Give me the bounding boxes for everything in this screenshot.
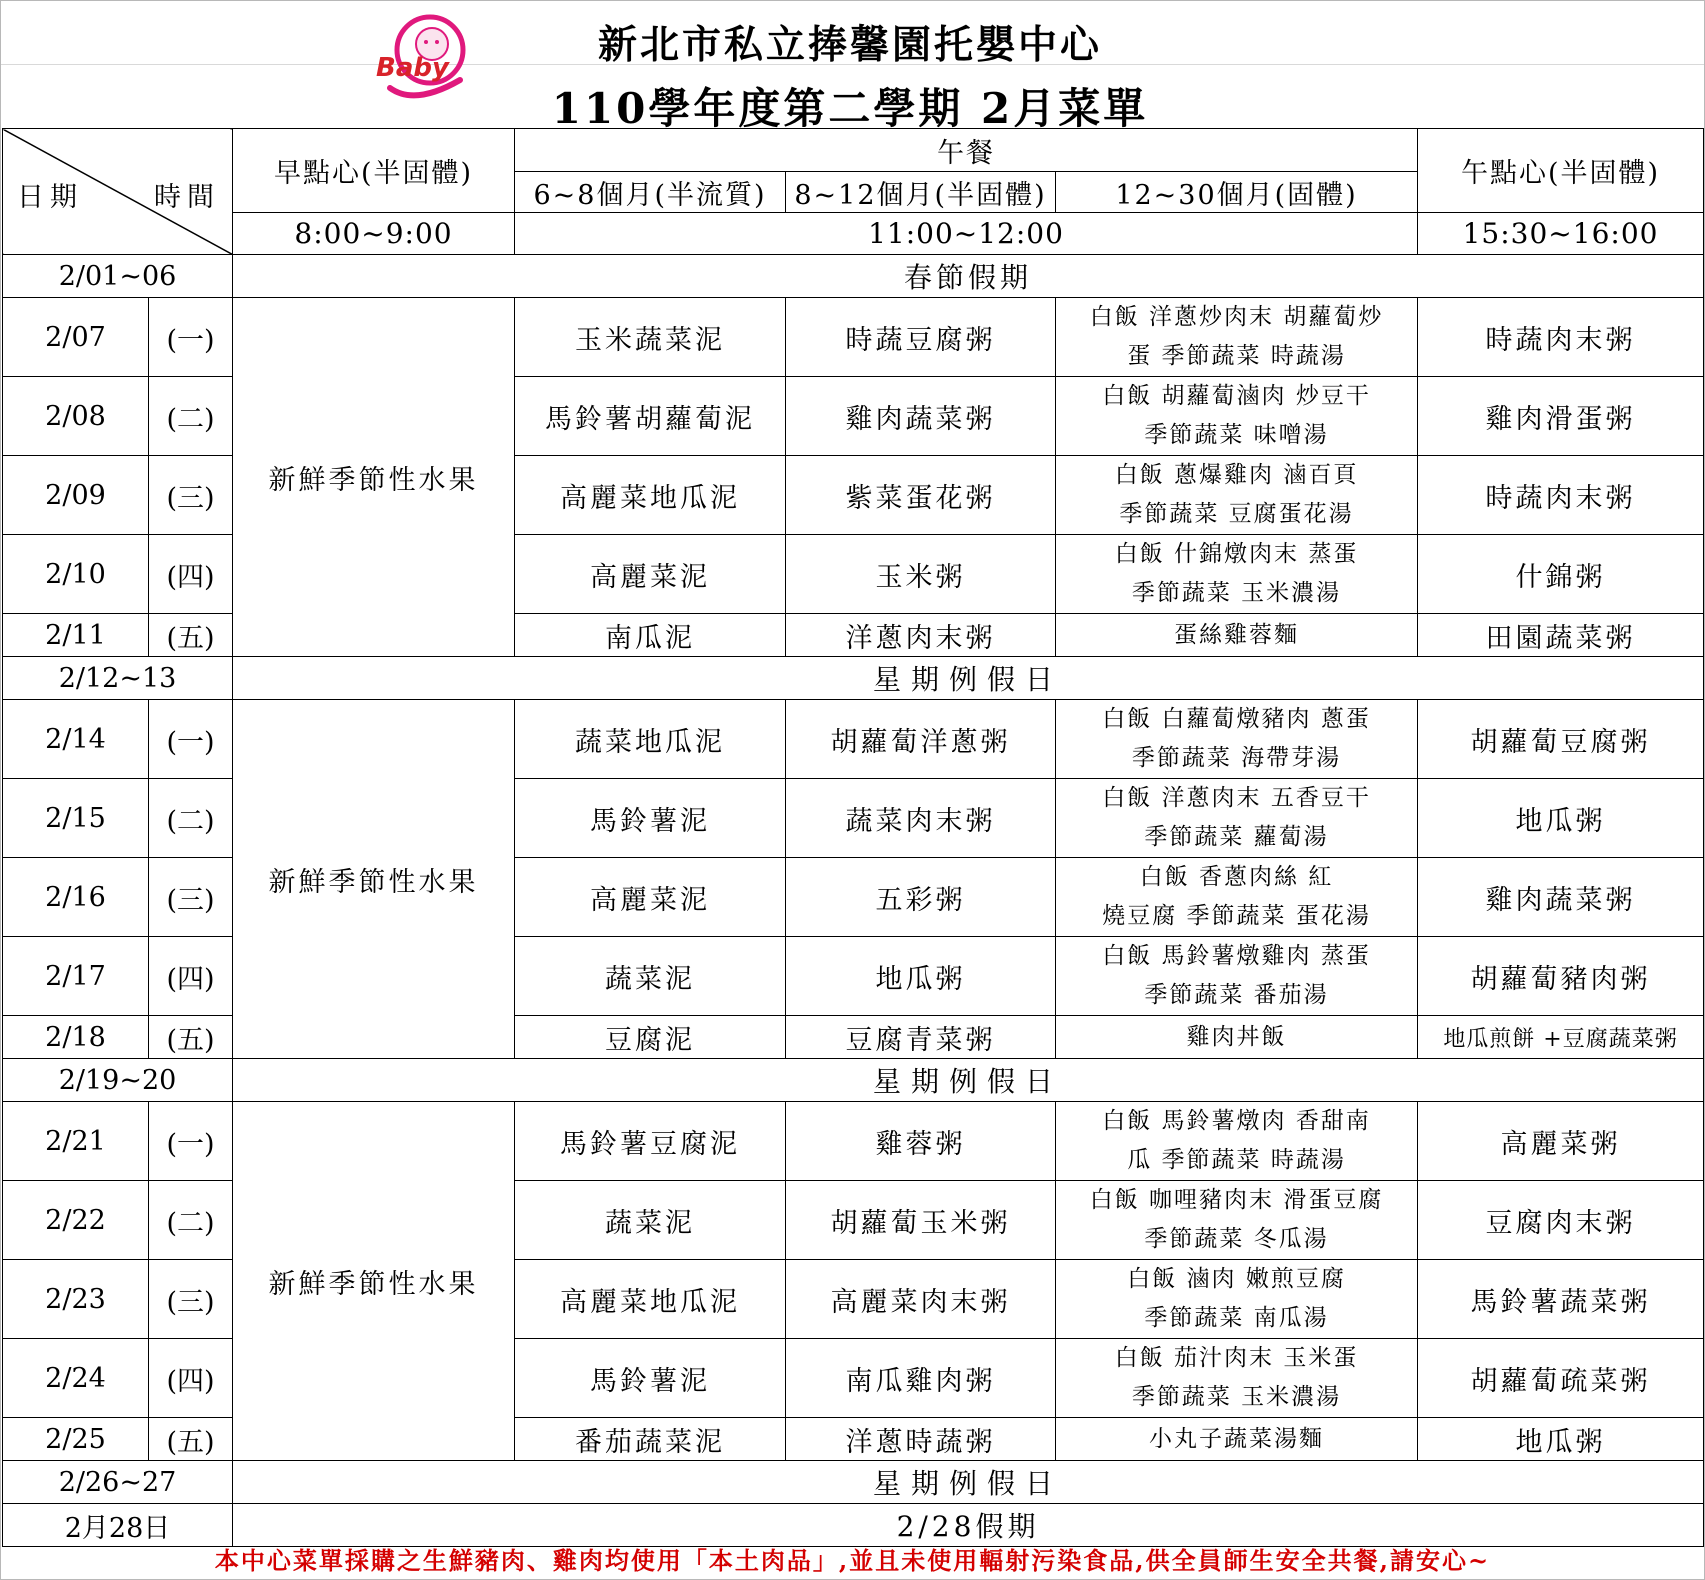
row-weekday: (五): [149, 1016, 233, 1059]
table-row: [3, 1102, 1704, 1181]
snack-dish: 田園蔬菜粥: [1418, 614, 1704, 657]
table-row: [3, 700, 1704, 779]
lunch-8-12-dish: 南瓜雞肉粥: [786, 1339, 1056, 1418]
lunch-12-30-dish: 白飯 香蔥肉絲 紅 燒豆腐 季節蔬菜 蛋花湯: [1056, 858, 1418, 937]
footer-notice: 本中心菜單採購之生鮮豬肉、雞肉均使用「本土肉品」,並且未使用輻射污染食品,供全員師生安全共餐,請安心~: [214, 1546, 1491, 1575]
row-date: 2/23: [3, 1260, 149, 1339]
snack-dish: 地瓜煎餅 +豆腐蔬菜粥: [1418, 1016, 1704, 1059]
snack-dish: 雞肉滑蛋粥: [1418, 377, 1704, 456]
row-weekday: (一): [149, 700, 233, 779]
breakfast-header: 早點心(半固體): [233, 129, 515, 213]
lunch-6-8-dish: 南瓜泥: [515, 614, 786, 657]
row-weekday: (二): [149, 377, 233, 456]
row-date: 2/22: [3, 1181, 149, 1260]
lunch-8-12-dish: 洋蔥肉末粥: [786, 614, 1056, 657]
snack-dish: 高麗菜粥: [1418, 1102, 1704, 1181]
lunch-12-30-dish: 白飯 白蘿蔔燉豬肉 蔥蛋 季節蔬菜 海帶芽湯: [1056, 700, 1418, 779]
snack-dish: 胡蘿蔔豆腐粥: [1418, 700, 1704, 779]
lunch-6-8-dish: 馬鈴薯胡蘿蔔泥: [515, 377, 786, 456]
lunch-6-8-dish: 豆腐泥: [515, 1016, 786, 1059]
breakfast-time: 8:00~9:00: [233, 213, 515, 255]
lunch-12-30-dish: 白飯 馬鈴薯燉雞肉 蒸蛋 季節蔬菜 番茄湯: [1056, 937, 1418, 1016]
lunch-12-30-dish: 蛋絲雞蓉麵: [1056, 614, 1418, 657]
holiday-label: 春節假期: [233, 255, 1704, 298]
row-weekday: (三): [149, 858, 233, 937]
lunch-6-8-dish: 高麗菜泥: [515, 858, 786, 937]
row-date: 2/10: [3, 535, 149, 614]
holiday-label: 星期例假日: [233, 657, 1704, 700]
snack-dish: 馬鈴薯蔬菜粥: [1418, 1260, 1704, 1339]
row-weekday: (五): [149, 1418, 233, 1461]
lunch-12-30-dish: 白飯 咖哩豬肉末 滑蛋豆腐 季節蔬菜 冬瓜湯: [1056, 1181, 1418, 1260]
lunch-12-30-dish: 白飯 洋蔥炒肉末 胡蘿蔔炒 蛋 季節蔬菜 時蔬湯: [1056, 298, 1418, 377]
lunch-6-8-dish: 高麗菜地瓜泥: [515, 456, 786, 535]
lunch-8-12-dish: 洋蔥時蔬粥: [786, 1418, 1056, 1461]
lunch-8-12-dish: 雞蓉粥: [786, 1102, 1056, 1181]
lunch-6-8-dish: 馬鈴薯泥: [515, 779, 786, 858]
lunch-6-8-dish: 番茄蔬菜泥: [515, 1418, 786, 1461]
holiday-date: 2/12~13: [3, 657, 233, 700]
logo-text: Baby: [376, 53, 449, 83]
breakfast-fruit: 新鮮季節性水果: [233, 1102, 515, 1461]
lunch-8-12-dish: 五彩粥: [786, 858, 1056, 937]
menu-table: [2, 128, 1704, 1547]
holiday-label: 星期例假日: [233, 1059, 1704, 1102]
breakfast-fruit: 新鮮季節性水果: [233, 700, 515, 1059]
lunch-12-30-dish: 白飯 茄汁肉末 玉米蛋 季節蔬菜 玉米濃湯: [1056, 1339, 1418, 1418]
lunch-8-12-dish: 時蔬豆腐粥: [786, 298, 1056, 377]
row-date: 2/15: [3, 779, 149, 858]
lunch-12-30-dish: 雞肉丼飯: [1056, 1016, 1418, 1059]
row-weekday: (二): [149, 1181, 233, 1260]
snack-header: 午點心(半固體): [1418, 129, 1704, 213]
row-date: 2/14: [3, 700, 149, 779]
lunch-8-12-header: 8~12個月(半固體): [786, 172, 1056, 213]
date-label: 日期: [17, 182, 83, 213]
row-date: 2/09: [3, 456, 149, 535]
holiday-date: 2/26~27: [3, 1461, 233, 1504]
lunch-6-8-dish: 馬鈴薯泥: [515, 1339, 786, 1418]
holiday-date: 2/19~20: [3, 1059, 233, 1102]
lunch-8-12-dish: 雞肉蔬菜粥: [786, 377, 1056, 456]
lunch-12-30-dish: 小丸子蔬菜湯麵: [1056, 1418, 1418, 1461]
row-date: 2/25: [3, 1418, 149, 1461]
holiday-date: 2月28日: [3, 1504, 233, 1547]
holiday-label: 星期例假日: [233, 1461, 1704, 1504]
lunch-6-8-dish: 玉米蔬菜泥: [515, 298, 786, 377]
lunch-12-30-dish: 白飯 馬鈴薯燉肉 香甜南 瓜 季節蔬菜 時蔬湯: [1056, 1102, 1418, 1181]
holiday-label: 2/28假期: [233, 1504, 1704, 1547]
time-label: 時間: [154, 182, 220, 213]
row-weekday: (三): [149, 1260, 233, 1339]
lunch-6-8-dish: 高麗菜泥: [515, 535, 786, 614]
snack-dish: 時蔬肉末粥: [1418, 456, 1704, 535]
table-row: [3, 298, 1704, 377]
date-time-corner: [3, 129, 233, 255]
lunch-12-30-dish: 白飯 什錦燉肉末 蒸蛋 季節蔬菜 玉米濃湯: [1056, 535, 1418, 614]
snack-dish: 胡蘿蔔豬肉粥: [1418, 937, 1704, 1016]
row-date: 2/08: [3, 377, 149, 456]
row-date: 2/11: [3, 614, 149, 657]
lunch-6-8-dish: 蔬菜泥: [515, 937, 786, 1016]
row-weekday: (四): [149, 1339, 233, 1418]
lunch-12-30-dish: 白飯 胡蘿蔔滷肉 炒豆干 季節蔬菜 味噌湯: [1056, 377, 1418, 456]
row-weekday: (三): [149, 456, 233, 535]
row-weekday: (二): [149, 779, 233, 858]
snack-dish: 雞肉蔬菜粥: [1418, 858, 1704, 937]
lunch-6-8-dish: 馬鈴薯豆腐泥: [515, 1102, 786, 1181]
snack-time: 15:30~16:00: [1418, 213, 1704, 255]
row-weekday: (一): [149, 298, 233, 377]
lunch-8-12-dish: 胡蘿蔔洋蔥粥: [786, 700, 1056, 779]
snack-dish: 豆腐肉末粥: [1418, 1181, 1704, 1260]
row-date: 2/21: [3, 1102, 149, 1181]
row-date: 2/17: [3, 937, 149, 1016]
snack-dish: 什錦粥: [1418, 535, 1704, 614]
snack-dish: 時蔬肉末粥: [1418, 298, 1704, 377]
holiday-date: 2/01~06: [3, 255, 233, 298]
lunch-12-30-dish: 白飯 蔥爆雞肉 滷百頁 季節蔬菜 豆腐蛋花湯: [1056, 456, 1418, 535]
row-date: 2/07: [3, 298, 149, 377]
snack-dish: 地瓜粥: [1418, 779, 1704, 858]
snack-dish: 地瓜粥: [1418, 1418, 1704, 1461]
lunch-6-8-dish: 高麗菜地瓜泥: [515, 1260, 786, 1339]
row-date: 2/18: [3, 1016, 149, 1059]
lunch-6-8-dish: 蔬菜地瓜泥: [515, 700, 786, 779]
row-weekday: (四): [149, 937, 233, 1016]
lunch-header: 午餐: [515, 129, 1418, 172]
row-weekday: (四): [149, 535, 233, 614]
lunch-12-30-dish: 白飯 洋蔥肉末 五香豆干 季節蔬菜 蘿蔔湯: [1056, 779, 1418, 858]
row-date: 2/24: [3, 1339, 149, 1418]
page-title: 新北市私立捧馨園托嬰中心: [597, 22, 1102, 68]
lunch-6-8-header: 6~8個月(半流質): [515, 172, 786, 213]
breakfast-fruit: 新鮮季節性水果: [233, 298, 515, 657]
lunch-8-12-dish: 胡蘿蔔玉米粥: [786, 1181, 1056, 1260]
page-subtitle: 110學年度第二學期 2月菜單: [551, 84, 1149, 133]
snack-dish: 胡蘿蔔疏菜粥: [1418, 1339, 1704, 1418]
lunch-8-12-dish: 玉米粥: [786, 535, 1056, 614]
lunch-12-30-header: 12~30個月(固體): [1056, 172, 1418, 213]
lunch-time: 11:00~12:00: [515, 213, 1418, 255]
row-weekday: (一): [149, 1102, 233, 1181]
baby-logo: [370, 10, 480, 105]
row-weekday: (五): [149, 614, 233, 657]
lunch-8-12-dish: 豆腐青菜粥: [786, 1016, 1056, 1059]
lunch-6-8-dish: 蔬菜泥: [515, 1181, 786, 1260]
lunch-8-12-dish: 高麗菜肉末粥: [786, 1260, 1056, 1339]
lunch-8-12-dish: 地瓜粥: [786, 937, 1056, 1016]
lunch-8-12-dish: 紫菜蛋花粥: [786, 456, 1056, 535]
lunch-8-12-dish: 蔬菜肉末粥: [786, 779, 1056, 858]
row-date: 2/16: [3, 858, 149, 937]
lunch-12-30-dish: 白飯 滷肉 嫩煎豆腐 季節蔬菜 南瓜湯: [1056, 1260, 1418, 1339]
